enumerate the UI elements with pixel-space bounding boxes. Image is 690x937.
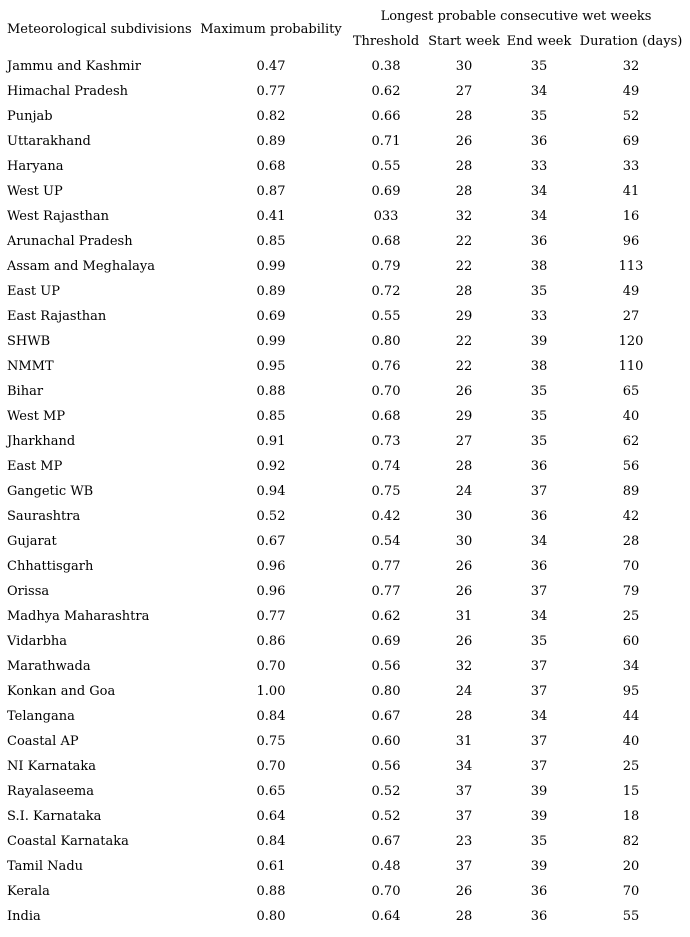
cell-start-week: 30 xyxy=(455,509,473,524)
cell-threshold: 0.69 xyxy=(371,184,401,199)
table-row xyxy=(0,879,686,904)
cell-end-week: 37 xyxy=(530,584,548,599)
cell-subdivision: Rayalaseema xyxy=(7,784,94,799)
cell-duration: 15 xyxy=(622,784,640,799)
cell-threshold: 0.74 xyxy=(371,459,401,474)
cell-duration: 55 xyxy=(622,909,640,924)
cell-threshold: 0.69 xyxy=(371,634,401,649)
cell-end-week: 34 xyxy=(530,534,548,549)
cell-threshold: 0.68 xyxy=(371,234,401,249)
cell-subdivision: Saurashtra xyxy=(7,509,81,524)
table-row xyxy=(0,604,686,629)
cell-end-week: 39 xyxy=(530,334,548,349)
cell-end-week: 35 xyxy=(530,434,548,449)
table-row xyxy=(0,779,686,804)
cell-duration: 49 xyxy=(622,84,640,99)
cell-end-week: 35 xyxy=(530,409,548,424)
table-row xyxy=(0,329,686,354)
cell-end-week: 36 xyxy=(530,884,548,899)
cell-end-week: 37 xyxy=(530,734,548,749)
cell-duration: 33 xyxy=(622,159,640,174)
cell-start-week: 32 xyxy=(455,209,473,224)
cell-end-week: 34 xyxy=(530,84,548,99)
cell-end-week: 34 xyxy=(530,709,548,724)
table-row xyxy=(0,204,686,229)
cell-threshold: 0.64 xyxy=(371,909,401,924)
cell-subdivision: Jharkhand xyxy=(7,434,76,449)
table-row xyxy=(0,129,686,154)
cell-end-week: 35 xyxy=(530,284,548,299)
cell-subdivision: Madhya Maharashtra xyxy=(7,609,150,624)
cell-max-probability: 0.47 xyxy=(256,59,286,74)
cell-subdivision: SHWB xyxy=(7,334,51,349)
cell-duration: 120 xyxy=(618,334,644,349)
cell-duration: 44 xyxy=(622,709,640,724)
table-row xyxy=(0,304,686,329)
cell-subdivision: Haryana xyxy=(7,159,64,174)
cell-duration: 70 xyxy=(622,559,640,574)
cell-end-week: 39 xyxy=(530,859,548,874)
wet-weeks-table xyxy=(0,4,686,929)
cell-threshold: 0.72 xyxy=(371,284,401,299)
cell-subdivision: Marathwada xyxy=(7,659,91,674)
cell-max-probability: 0.91 xyxy=(256,434,286,449)
cell-start-week: 26 xyxy=(455,634,473,649)
cell-threshold: 0.75 xyxy=(371,484,401,499)
cell-subdivision: West UP xyxy=(7,184,63,199)
table-row xyxy=(0,404,686,429)
table-row xyxy=(0,454,686,479)
cell-start-week: 27 xyxy=(455,84,473,99)
header-row-group xyxy=(0,4,686,29)
cell-max-probability: 0.82 xyxy=(256,109,286,124)
table-row xyxy=(0,254,686,279)
cell-max-probability: 0.87 xyxy=(256,184,286,199)
table-row xyxy=(0,79,686,104)
cell-duration: 16 xyxy=(622,209,640,224)
cell-start-week: 29 xyxy=(455,409,473,424)
cell-max-probability: 0.89 xyxy=(256,134,286,149)
cell-start-week: 22 xyxy=(455,234,473,249)
cell-start-week: 26 xyxy=(455,884,473,899)
group-header-wet-weeks: Longest probable consecutive wet weeks xyxy=(380,9,652,24)
cell-max-probability: 0.88 xyxy=(256,384,286,399)
cell-duration: 49 xyxy=(622,284,640,299)
cell-threshold: 0.62 xyxy=(371,609,401,624)
table-row xyxy=(0,729,686,754)
cell-end-week: 35 xyxy=(530,834,548,849)
cell-threshold: 0.55 xyxy=(371,159,401,174)
cell-subdivision: Kerala xyxy=(7,884,50,899)
cell-threshold: 0.38 xyxy=(371,59,401,74)
cell-max-probability: 0.70 xyxy=(256,659,286,674)
cell-max-probability: 0.95 xyxy=(256,359,286,374)
cell-max-probability: 0.68 xyxy=(256,159,286,174)
cell-threshold: 0.77 xyxy=(371,559,401,574)
cell-subdivision: Himachal Pradesh xyxy=(7,84,129,99)
cell-threshold: 0.55 xyxy=(371,309,401,324)
cell-threshold: 0.56 xyxy=(371,659,401,674)
cell-max-probability: 0.75 xyxy=(256,734,286,749)
cell-threshold: 0.52 xyxy=(371,809,401,824)
cell-end-week: 38 xyxy=(530,259,548,274)
cell-end-week: 33 xyxy=(530,309,548,324)
cell-start-week: 28 xyxy=(455,184,473,199)
cell-max-probability: 0.77 xyxy=(256,84,286,99)
table-row xyxy=(0,54,686,79)
cell-duration: 41 xyxy=(622,184,640,199)
cell-max-probability: 0.85 xyxy=(256,409,286,424)
cell-start-week: 24 xyxy=(455,484,473,499)
cell-start-week: 27 xyxy=(455,434,473,449)
cell-subdivision: India xyxy=(7,909,41,924)
table-row xyxy=(0,679,686,704)
cell-max-probability: 0.96 xyxy=(256,584,286,599)
cell-duration: 56 xyxy=(622,459,640,474)
cell-start-week: 37 xyxy=(455,809,473,824)
cell-subdivision: Vidarbha xyxy=(7,634,68,649)
cell-threshold: 033 xyxy=(373,209,399,224)
cell-start-week: 28 xyxy=(455,709,473,724)
cell-subdivision: Arunachal Pradesh xyxy=(7,234,133,249)
cell-max-probability: 0.86 xyxy=(256,634,286,649)
cell-max-probability: 0.70 xyxy=(256,759,286,774)
table-row xyxy=(0,479,686,504)
cell-duration: 95 xyxy=(622,684,640,699)
table-row xyxy=(0,379,686,404)
table-row xyxy=(0,104,686,129)
cell-duration: 34 xyxy=(622,659,640,674)
cell-duration: 27 xyxy=(622,309,640,324)
cell-end-week: 36 xyxy=(530,909,548,924)
column-header-end-week: End week xyxy=(506,34,572,49)
cell-duration: 69 xyxy=(622,134,640,149)
cell-duration: 18 xyxy=(622,809,640,824)
cell-duration: 52 xyxy=(622,109,640,124)
cell-subdivision: Telangana xyxy=(7,709,75,724)
cell-duration: 60 xyxy=(622,634,640,649)
cell-max-probability: 0.89 xyxy=(256,284,286,299)
cell-start-week: 28 xyxy=(455,159,473,174)
table-row xyxy=(0,829,686,854)
cell-end-week: 39 xyxy=(530,784,548,799)
cell-start-week: 32 xyxy=(455,659,473,674)
table-row xyxy=(0,579,686,604)
cell-start-week: 28 xyxy=(455,109,473,124)
table-row xyxy=(0,654,686,679)
table-row xyxy=(0,554,686,579)
cell-end-week: 35 xyxy=(530,384,548,399)
cell-subdivision: West MP xyxy=(7,409,66,424)
cell-start-week: 22 xyxy=(455,334,473,349)
cell-start-week: 28 xyxy=(455,909,473,924)
cell-max-probability: 0.99 xyxy=(256,259,286,274)
cell-end-week: 36 xyxy=(530,459,548,474)
cell-duration: 20 xyxy=(622,859,640,874)
cell-subdivision: East Rajasthan xyxy=(7,309,107,324)
cell-duration: 40 xyxy=(622,409,640,424)
cell-start-week: 37 xyxy=(455,859,473,874)
cell-duration: 110 xyxy=(618,359,644,374)
cell-duration: 28 xyxy=(622,534,640,549)
cell-subdivision: Assam and Meghalaya xyxy=(7,259,155,274)
cell-start-week: 26 xyxy=(455,384,473,399)
cell-threshold: 0.80 xyxy=(371,684,401,699)
table-row xyxy=(0,754,686,779)
cell-threshold: 0.60 xyxy=(371,734,401,749)
table-row xyxy=(0,279,686,304)
cell-max-probability: 0.88 xyxy=(256,884,286,899)
cell-start-week: 28 xyxy=(455,459,473,474)
cell-end-week: 34 xyxy=(530,209,548,224)
table-row xyxy=(0,529,686,554)
table-row xyxy=(0,354,686,379)
column-header-max-probability: Maximum probability xyxy=(200,21,342,37)
cell-end-week: 36 xyxy=(530,509,548,524)
cell-max-probability: 1.00 xyxy=(256,684,286,699)
cell-start-week: 31 xyxy=(455,734,473,749)
cell-duration: 70 xyxy=(622,884,640,899)
cell-threshold: 0.52 xyxy=(371,784,401,799)
cell-subdivision: NMMT xyxy=(7,359,54,374)
cell-start-week: 29 xyxy=(455,309,473,324)
cell-threshold: 0.66 xyxy=(371,109,401,124)
cell-end-week: 36 xyxy=(530,559,548,574)
cell-max-probability: 0.84 xyxy=(256,834,286,849)
cell-start-week: 31 xyxy=(455,609,473,624)
cell-threshold: 0.68 xyxy=(371,409,401,424)
cell-max-probability: 0.61 xyxy=(256,859,286,874)
table-row xyxy=(0,504,686,529)
cell-max-probability: 0.64 xyxy=(256,809,286,824)
cell-threshold: 0.67 xyxy=(371,834,401,849)
cell-start-week: 30 xyxy=(455,534,473,549)
table-row xyxy=(0,229,686,254)
cell-threshold: 0.76 xyxy=(371,359,401,374)
cell-subdivision: Tamil Nadu xyxy=(7,859,84,874)
cell-start-week: 26 xyxy=(455,134,473,149)
cell-subdivision: Coastal Karnataka xyxy=(7,834,129,849)
cell-threshold: 0.79 xyxy=(371,259,401,274)
cell-end-week: 37 xyxy=(530,484,548,499)
cell-end-week: 37 xyxy=(530,759,548,774)
cell-max-probability: 0.96 xyxy=(256,559,286,574)
cell-max-probability: 0.65 xyxy=(256,784,286,799)
cell-threshold: 0.42 xyxy=(371,509,401,524)
cell-start-week: 23 xyxy=(455,834,473,849)
cell-subdivision: West Rajasthan xyxy=(7,209,110,224)
cell-end-week: 35 xyxy=(530,634,548,649)
cell-max-probability: 0.67 xyxy=(256,534,286,549)
table-row xyxy=(0,179,686,204)
cell-start-week: 26 xyxy=(455,584,473,599)
cell-threshold: 0.77 xyxy=(371,584,401,599)
cell-end-week: 33 xyxy=(530,159,548,174)
cell-threshold: 0.67 xyxy=(371,709,401,724)
cell-start-week: 28 xyxy=(455,284,473,299)
table-row xyxy=(0,704,686,729)
cell-subdivision: Chhattisgarh xyxy=(7,559,94,574)
cell-start-week: 34 xyxy=(455,759,473,774)
column-header-subdivision: Meteorological subdivisions xyxy=(7,21,192,37)
table-row xyxy=(0,904,686,929)
cell-start-week: 37 xyxy=(455,784,473,799)
cell-subdivision: Gangetic WB xyxy=(7,484,94,499)
table-row xyxy=(0,629,686,654)
cell-threshold: 0.56 xyxy=(371,759,401,774)
cell-duration: 65 xyxy=(622,384,640,399)
cell-subdivision: East UP xyxy=(7,284,60,299)
cell-subdivision: Coastal AP xyxy=(7,734,79,749)
cell-max-probability: 0.77 xyxy=(256,609,286,624)
cell-threshold: 0.48 xyxy=(371,859,401,874)
column-header-start-week: Start week xyxy=(428,34,500,49)
cell-start-week: 30 xyxy=(455,59,473,74)
cell-subdivision: Konkan and Goa xyxy=(7,684,116,699)
cell-subdivision: Uttarakhand xyxy=(7,134,91,149)
cell-duration: 40 xyxy=(622,734,640,749)
cell-max-probability: 0.85 xyxy=(256,234,286,249)
cell-max-probability: 0.41 xyxy=(256,209,286,224)
cell-max-probability: 0.99 xyxy=(256,334,286,349)
cell-end-week: 37 xyxy=(530,659,548,674)
cell-duration: 113 xyxy=(618,259,644,274)
cell-end-week: 35 xyxy=(530,109,548,124)
cell-start-week: 24 xyxy=(455,684,473,699)
cell-subdivision: Bihar xyxy=(7,384,44,399)
cell-threshold: 0.70 xyxy=(371,884,401,899)
table-header xyxy=(0,4,686,54)
table-row xyxy=(0,804,686,829)
table-row xyxy=(0,429,686,454)
table-row xyxy=(0,854,686,879)
column-header-duration: Duration (days) xyxy=(579,34,683,49)
cell-subdivision: Orissa xyxy=(7,584,50,599)
cell-duration: 79 xyxy=(622,584,640,599)
cell-max-probability: 0.52 xyxy=(256,509,286,524)
cell-duration: 82 xyxy=(622,834,640,849)
cell-end-week: 34 xyxy=(530,609,548,624)
cell-duration: 25 xyxy=(622,759,640,774)
cell-threshold: 0.71 xyxy=(371,134,401,149)
cell-start-week: 26 xyxy=(455,559,473,574)
cell-end-week: 34 xyxy=(530,184,548,199)
cell-max-probability: 0.94 xyxy=(256,484,286,499)
cell-subdivision: Punjab xyxy=(7,109,53,124)
cell-duration: 62 xyxy=(622,434,640,449)
cell-max-probability: 0.69 xyxy=(256,309,286,324)
cell-end-week: 36 xyxy=(530,134,548,149)
cell-duration: 42 xyxy=(622,509,640,524)
cell-subdivision: East MP xyxy=(7,459,63,474)
table-row xyxy=(0,154,686,179)
cell-max-probability: 0.84 xyxy=(256,709,286,724)
cell-threshold: 0.70 xyxy=(371,384,401,399)
cell-subdivision: NI Karnataka xyxy=(7,759,97,774)
cell-subdivision: Gujarat xyxy=(7,534,57,549)
cell-threshold: 0.62 xyxy=(371,84,401,99)
table-body xyxy=(0,54,686,929)
cell-threshold: 0.80 xyxy=(371,334,401,349)
cell-duration: 25 xyxy=(622,609,640,624)
cell-end-week: 37 xyxy=(530,684,548,699)
cell-start-week: 22 xyxy=(455,359,473,374)
cell-duration: 32 xyxy=(622,59,640,74)
cell-subdivision: S.I. Karnataka xyxy=(7,809,102,824)
cell-threshold: 0.73 xyxy=(371,434,401,449)
cell-max-probability: 0.92 xyxy=(256,459,286,474)
cell-duration: 89 xyxy=(622,484,640,499)
cell-end-week: 35 xyxy=(530,59,548,74)
cell-end-week: 39 xyxy=(530,809,548,824)
column-header-threshold: Threshold xyxy=(352,34,420,49)
cell-threshold: 0.54 xyxy=(371,534,401,549)
cell-subdivision: Jammu and Kashmir xyxy=(7,59,141,74)
cell-duration: 96 xyxy=(622,234,640,249)
cell-end-week: 36 xyxy=(530,234,548,249)
cell-start-week: 22 xyxy=(455,259,473,274)
cell-max-probability: 0.80 xyxy=(256,909,286,924)
cell-end-week: 38 xyxy=(530,359,548,374)
